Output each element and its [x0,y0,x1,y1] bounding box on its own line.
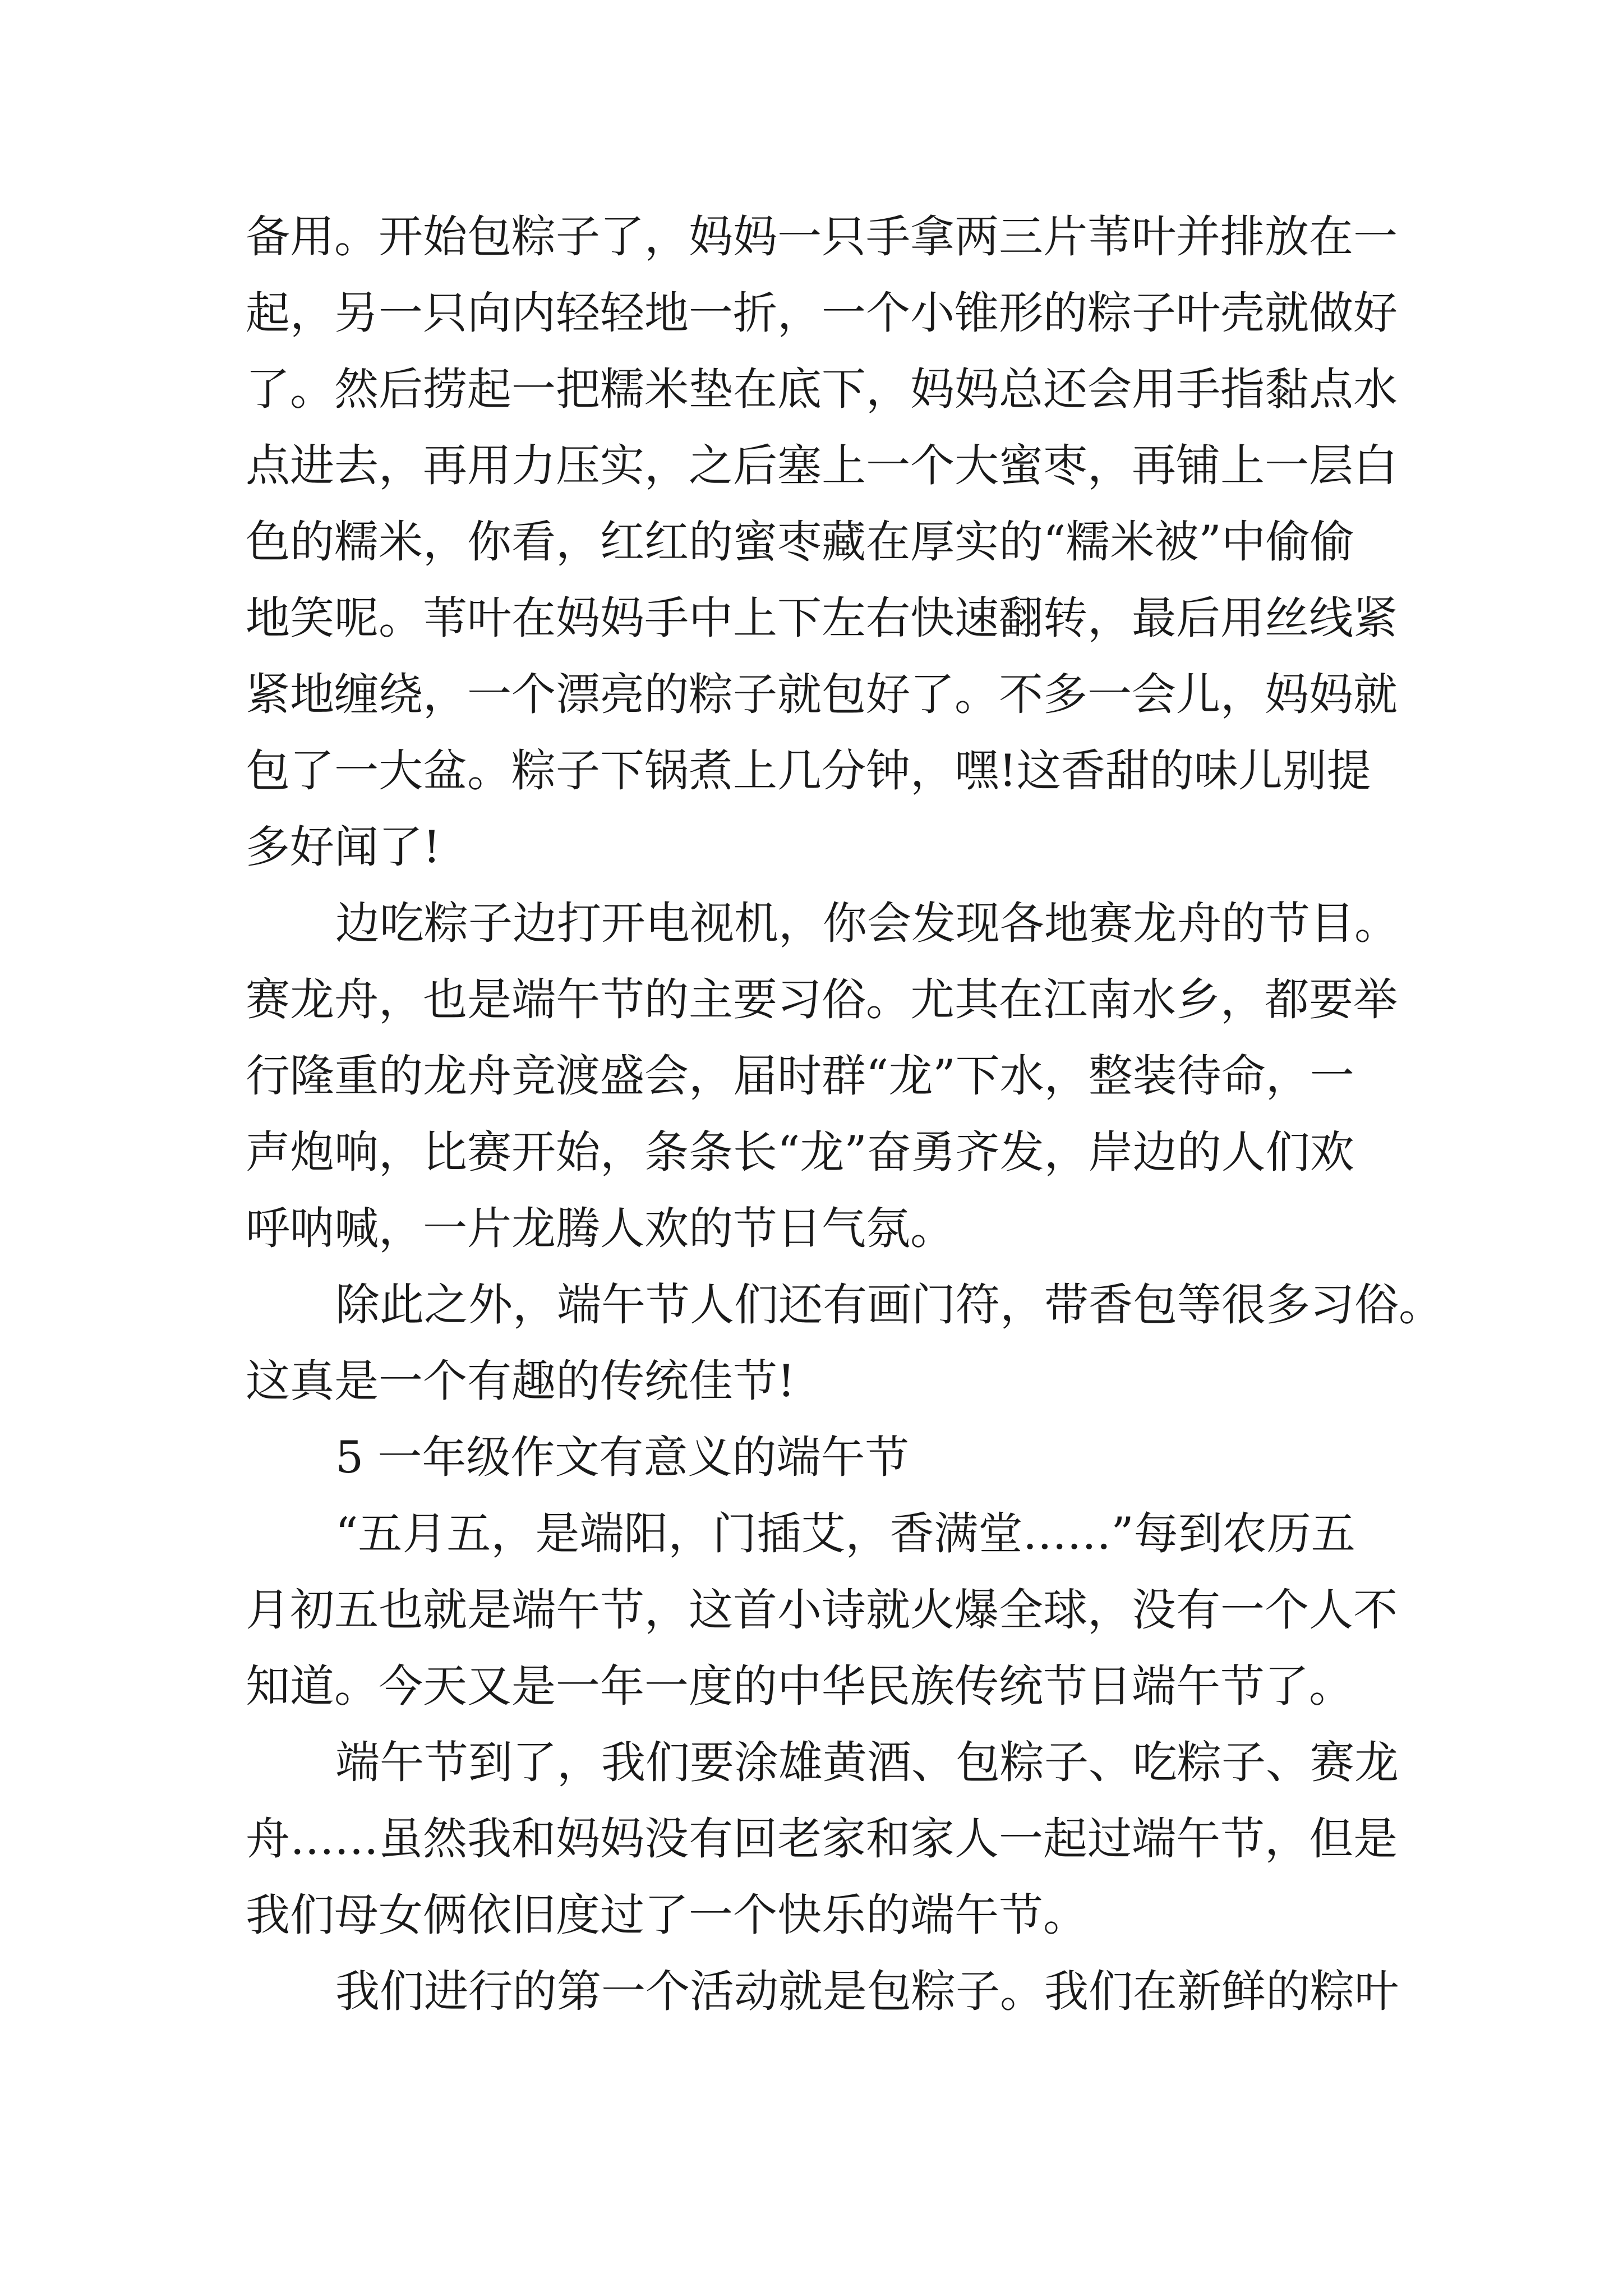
text-line: 紧地缠绕，一个漂亮的粽子就包好了。不多一会儿，妈妈就 [246,669,1398,720]
paragraph-first-line: 我们进行的第一个活动就是包粽子。我们在新鲜的粽叶 [335,1966,1399,2017]
text-line: 知道。今天又是一年一度的中华民族传统节日端午节了。 [246,1660,1353,1712]
paragraph-first-line: 除此之外，端午节人们还有画门符，带香包等很多习俗。 [335,1279,1443,1331]
text-line: 舟……虽然我和妈妈没有回老家和家人一起过端午节，但是 [246,1813,1398,1865]
text-line: 起，另一只向内轻轻地一折，一个小锥形的粽子叶壳就做好 [246,287,1398,339]
text-line: 行隆重的龙舟竞渡盛会，届时群“龙”下水，整装待命，一 [246,1050,1354,1102]
text-line: 呼呐喊，一片龙腾人欢的节日气氛。 [246,1203,955,1254]
text-line: 声炮响，比赛开始，条条长“龙”奋勇齐发，岸边的人们欢 [246,1126,1354,1178]
text-line: 月初五也就是端午节，这首小诗就火爆全球，没有一个人不 [246,1584,1398,1636]
text-line: 这真是一个有趣的传统佳节! [246,1355,795,1407]
paragraph-first-line: 端午节到了，我们要涂雄黄酒、包粽子、吃粽子、赛龙 [335,1737,1399,1788]
text-line: 色的糯米，你看，红红的蜜枣藏在厚实的“糯米被”中偷偷 [246,516,1354,568]
text-line: 了。然后捞起一把糯米垫在底下，妈妈总还会用手指黏点水 [246,364,1398,415]
text-line: 我们母女俩依旧度过了一个快乐的端午节。 [246,1889,1087,1941]
text-line: 包了一大盆。粽子下锅煮上几分钟，嘿!这香甜的味儿别提 [246,745,1371,797]
text-line: 赛龙舟，也是端午节的主要习俗。尤其在江南水乡，都要举 [246,974,1398,1025]
text-line: 备用。开始包粽子了，妈妈一只手拿两三片苇叶并排放在一 [246,211,1398,263]
paragraph-first-line: “五月五，是端阳，门插艾，香满堂……”每到农历五 [335,1508,1355,1559]
text-line: 地笑呢。苇叶在妈妈手中上下左右快速翻转，最后用丝线紧 [246,592,1398,644]
text-line: 点进去，再用力压实，之后塞上一个大蜜枣，再铺上一层白 [246,440,1398,491]
paragraph-first-line: 边吃粽子边打开电视机，你会发现各地赛龙舟的节目。 [335,898,1399,949]
text-line: 多好闻了! [246,821,441,873]
section-heading: 5 一年级作文有意义的端午节 [335,1432,910,1483]
